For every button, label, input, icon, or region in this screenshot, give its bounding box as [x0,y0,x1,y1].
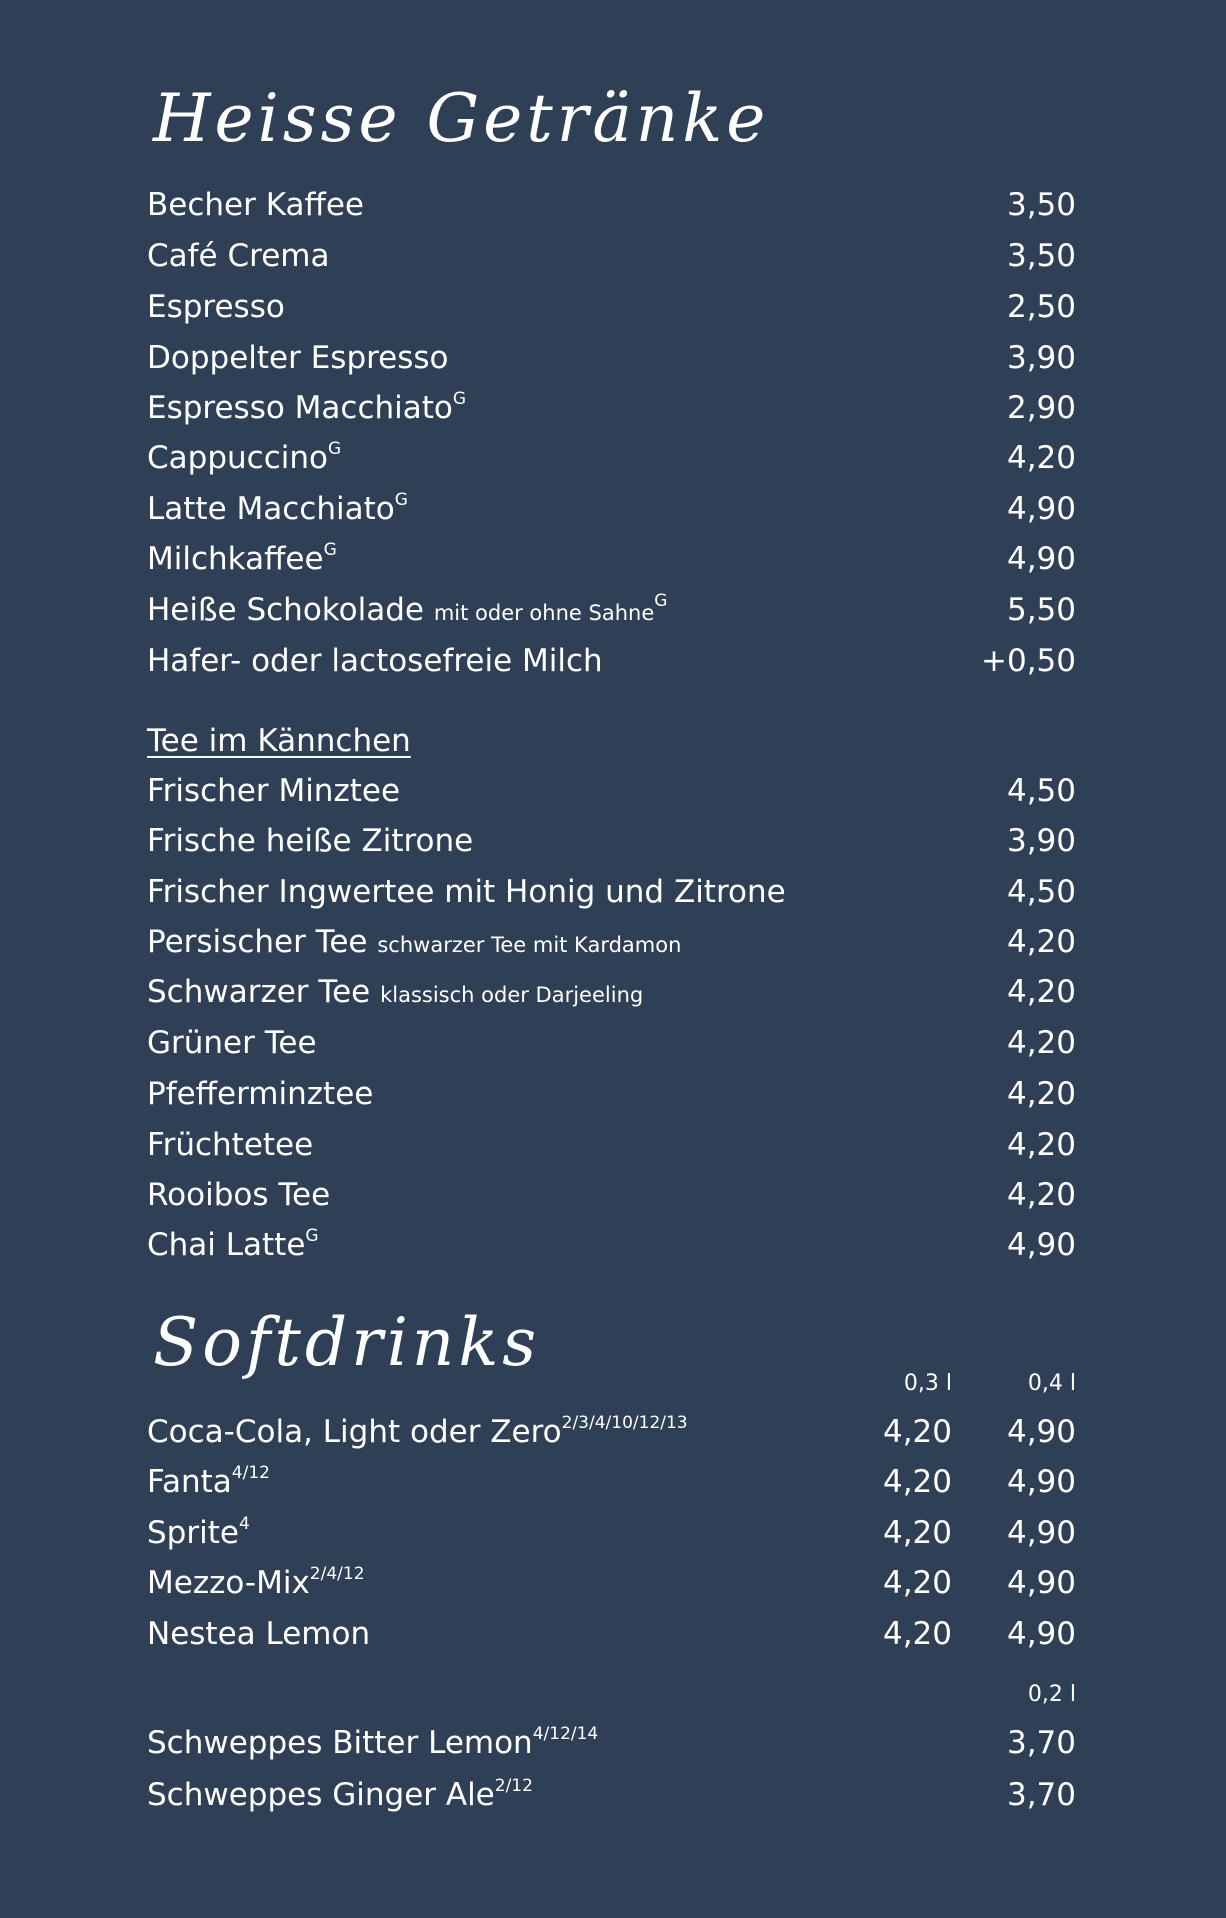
item-price: 4,90 [1006,491,1076,527]
item-name [147,1457,270,1507]
item-price: 3,90 [1006,340,1076,376]
item-name-text: Frische heiße Zitrone [147,823,474,859]
menu-item [147,1069,1076,1119]
item-price: 2,50 [1006,289,1076,325]
menu-item [147,180,1076,230]
item-name [147,433,341,483]
menu-item [147,433,1076,483]
item-name-text: Doppelter Espresso [147,340,449,376]
item-name [147,484,408,534]
item-price: 2,90 [1006,390,1076,426]
item-price-small: 4,20 [882,1565,952,1601]
menu-item [147,1170,1076,1220]
item-name [147,1558,365,1608]
menu-item [147,967,1076,1017]
menu-item [147,1407,1076,1457]
item-name-text: Cappuccino [147,440,328,476]
item-name [147,766,400,816]
item-name-text: Frischer Minztee [147,773,401,809]
item-name [147,867,786,917]
item-name-text: Milchkaffee [147,541,324,577]
menu-item [147,1558,1076,1608]
menu-item [147,282,1076,332]
item-name-text: Becher Kaffee [147,187,364,223]
menu-item [147,1770,1076,1820]
section-title-softdrinks: Softdrinks [153,1304,541,1381]
section-title-hot-drinks: Heisse Getränke [153,80,770,157]
item-name [147,1770,533,1820]
item-price: 4,50 [1006,874,1076,910]
item-footnote: G [394,490,408,510]
item-name-text: Mezzo-Mix [147,1565,310,1601]
volume-label-large: 0,4 l [1027,1371,1076,1396]
item-price: 4,20 [1006,974,1076,1010]
item-price: 4,50 [1006,773,1076,809]
menu-item [147,816,1076,866]
menu-page [147,0,1076,1918]
item-name-text: Espresso [147,289,285,325]
item-note: schwarzer Tee mit Kardamon [377,933,682,957]
item-price-large: 4,90 [1006,1464,1076,1500]
menu-item [147,1018,1076,1068]
menu-item [147,1220,1076,1270]
menu-item [147,1120,1076,1170]
item-name-text: Schwarzer Tee [147,974,371,1010]
item-footnote: G [305,1226,319,1246]
item-name [147,333,449,383]
item-name [147,534,337,584]
volume-label-small: 0,3 l [903,1371,952,1396]
menu-item [147,534,1076,584]
item-name-text: Sprite [147,1515,239,1551]
menu-item [147,867,1076,917]
item-price: 4,20 [1006,1127,1076,1163]
item-price: 4,20 [1006,440,1076,476]
item-name [147,282,285,332]
item-name-text: Heiße Schokolade [147,592,424,628]
menu-item [147,383,1076,433]
item-name-text: Grüner Tee [147,1025,317,1061]
menu-item [147,333,1076,383]
item-name-text: Fanta [147,1464,232,1500]
menu-item [147,484,1076,534]
item-price-small: 4,20 [882,1414,952,1450]
item-name [147,1508,250,1558]
item-price: +0,50 [981,643,1076,679]
item-price: 4,20 [1006,1076,1076,1112]
item-note: klassisch oder Darjeeling [380,983,644,1007]
item-name-text: Espresso Macchiato [147,390,453,426]
item-name [147,816,473,866]
item-name-text: Chai Latte [147,1227,306,1263]
item-name [147,1718,598,1768]
menu-item [147,766,1076,816]
item-name-text: Latte Macchiato [147,491,395,527]
item-price: 4,20 [1006,924,1076,960]
item-name-text: Hafer- oder lactosefreie Milch [147,643,603,679]
item-note: mit oder ohne Sahne [433,601,655,625]
item-name-text: Früchtetee [147,1127,314,1163]
item-name-text: Schweppes Ginger Ale [147,1777,495,1813]
item-footnote: 2/4/12 [309,1564,365,1584]
item-price-large: 4,90 [1006,1414,1076,1450]
menu-item [147,1718,1076,1768]
item-name [147,383,466,433]
menu-item [147,1508,1076,1558]
item-name [147,1407,688,1457]
item-footnote: 4 [238,1514,250,1534]
item-price: 5,50 [1006,592,1076,628]
item-name [147,1170,330,1220]
item-footnote: G [654,591,668,611]
item-price: 4,90 [1006,541,1076,577]
tea-heading-row [147,716,1076,766]
menu-item [147,1457,1076,1507]
item-name-text: Pfefferminztee [147,1076,374,1112]
item-name-text: Café Crema [147,238,330,274]
item-name [147,636,603,686]
item-price-large: 4,90 [1006,1616,1076,1652]
item-footnote: 2/3/4/10/12/13 [561,1413,688,1433]
item-footnote: G [452,389,467,409]
item-price: 4,20 [1006,1025,1076,1061]
tea-heading: Tee im Kännchen [147,723,411,759]
item-price: 3,70 [1006,1777,1076,1813]
item-footnote: 4/12 [231,1463,270,1483]
item-price-large: 4,90 [1006,1565,1076,1601]
item-price-small: 4,20 [882,1515,952,1551]
menu-item [147,231,1076,281]
item-name-text: Coca-Cola, Light oder Zero [147,1414,562,1450]
item-name-text: Frischer Ingwertee mit Honig und Zitrone [147,874,786,910]
item-name [147,967,643,1020]
item-footnote: G [327,439,342,459]
item-name [147,1018,317,1068]
item-price-large: 4,90 [1006,1515,1076,1551]
item-price-small: 4,20 [882,1616,952,1652]
item-price: 3,50 [1006,238,1076,274]
item-price: 4,20 [1006,1177,1076,1213]
item-name [147,180,364,230]
item-price-small: 4,20 [882,1464,952,1500]
volume-label-schweppes: 0,2 l [1027,1682,1076,1707]
item-name [147,917,681,970]
item-name-text: Schweppes Bitter Lemon [147,1725,533,1761]
item-price: 3,50 [1006,187,1076,223]
item-footnote: G [323,540,337,560]
item-name [147,1069,373,1119]
item-price: 3,70 [1006,1725,1076,1761]
item-name-text: Rooibos Tee [147,1177,331,1213]
menu-item [147,917,1076,967]
item-name [147,1120,313,1170]
item-price: 4,90 [1006,1227,1076,1263]
item-name-text: Persischer Tee [147,924,368,960]
item-name [147,1609,370,1659]
item-name [147,231,329,281]
item-footnote: 2/12 [494,1776,533,1796]
item-price: 3,90 [1006,823,1076,859]
item-footnote: 4/12/14 [532,1724,599,1744]
item-name-text: Nestea Lemon [147,1616,371,1652]
item-name [147,1220,319,1270]
menu-item [147,636,1076,686]
item-name [147,585,667,638]
menu-item [147,1609,1076,1659]
menu-item [147,585,1076,635]
